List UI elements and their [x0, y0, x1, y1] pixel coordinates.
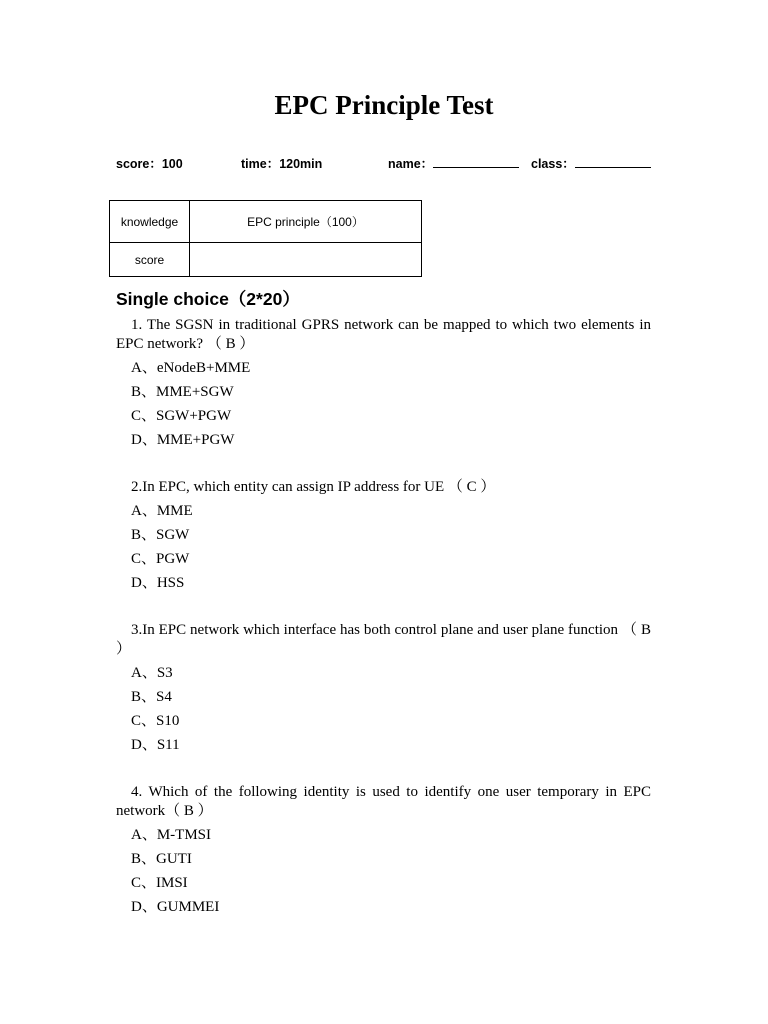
- score-table: [109, 200, 422, 277]
- score-label: score：100: [116, 157, 183, 171]
- table-row: [110, 201, 422, 243]
- time-label: time：120min: [241, 157, 323, 171]
- section-heading: Single choice（2*20）: [116, 289, 300, 309]
- question-2-option-d: D、HSS: [131, 575, 185, 591]
- question-1-option-a: A、eNodeB+MME: [131, 360, 251, 376]
- question-2-text: 2.In EPC, which entity can assign IP address for UE （ C ）: [131, 479, 496, 495]
- score-value-cell: [190, 243, 422, 277]
- score-label-cell: score: [110, 243, 190, 277]
- question-2-option-a: A、MME: [131, 503, 193, 519]
- class-blank-line: [575, 155, 651, 168]
- table-row: [110, 243, 422, 277]
- name-label: name：: [388, 157, 434, 171]
- question-2-option-c: C、PGW: [131, 551, 190, 567]
- question-4-option-a: A、M-TMSI: [131, 827, 212, 843]
- knowledge-label-cell: knowledge: [110, 201, 190, 243]
- question-3-option-c: C、S10: [131, 713, 180, 729]
- question-4-option-b: B、GUTI: [131, 851, 192, 867]
- question-1-text: 1. The SGSN in traditional GPRS network can be mapped to which two elements in EPC network? （ B ）: [116, 317, 651, 352]
- class-field: [531, 154, 651, 172]
- question-1-option-b: B、MME+SGW: [131, 384, 234, 400]
- question-1-option-c: C、SGW+PGW: [131, 408, 232, 424]
- question-4-option-d: D、GUMMEI: [131, 899, 220, 915]
- question-3-option-a: A、S3: [131, 665, 173, 681]
- name-field: [388, 154, 519, 172]
- name-blank-line: [433, 155, 519, 168]
- question-3-option-d: D、S11: [131, 737, 180, 753]
- knowledge-value-cell: EPC principle（100）: [190, 201, 422, 243]
- question-2-option-b: B、SGW: [131, 527, 190, 543]
- question-1-option-d: D、MME+PGW: [131, 432, 235, 448]
- class-label: class：: [531, 157, 575, 171]
- question-3-option-b: B、S4: [131, 689, 172, 705]
- question-3-text: 3.In EPC network which interface has both control plane and user plane function （ B ）: [116, 622, 651, 657]
- page-title: EPC Principle Test: [274, 90, 494, 120]
- question-4-text: 4. Which of the following identity is used to identify one user temporary in EPC network（ B ）: [116, 784, 651, 819]
- question-4-option-c: C、IMSI: [131, 875, 188, 891]
